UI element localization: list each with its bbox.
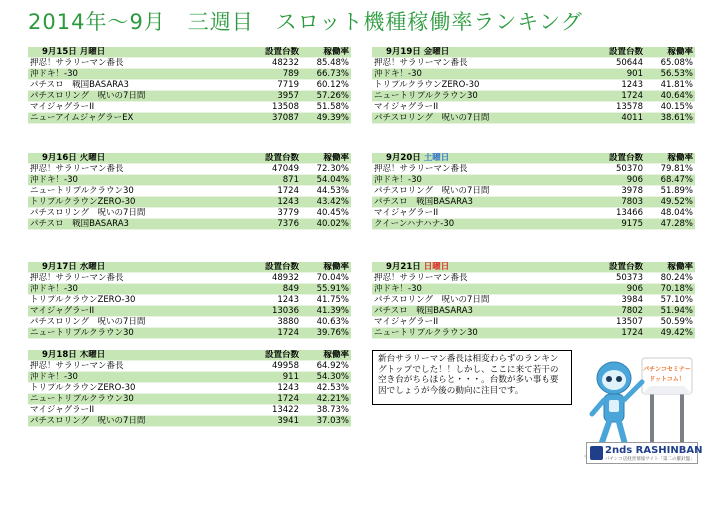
table-weekday: 火曜日 — [79, 153, 106, 163]
machine-name: 押忍！サラリーマン番長 — [372, 273, 583, 284]
table-row — [372, 91, 695, 102]
table-row — [28, 102, 351, 113]
machine-rate: 60.12% — [301, 80, 351, 91]
machine-rate: 41.39% — [301, 306, 351, 317]
machine-rate: 47.28% — [645, 219, 695, 230]
machine-count: 3957 — [239, 91, 301, 102]
machine-rate: 85.48% — [301, 58, 351, 69]
machine-name: ニュートリプルクラウン30 — [28, 394, 239, 405]
table-row — [372, 69, 695, 80]
machine-count: 3984 — [583, 295, 645, 306]
machine-count: 9175 — [583, 219, 645, 230]
table-row — [28, 317, 351, 328]
machine-rate: 48.04% — [645, 208, 695, 219]
table-row — [28, 416, 351, 427]
machine-count: 911 — [239, 372, 301, 383]
machine-name: マイジャグラーII — [372, 317, 583, 328]
machine-rate: 40.63% — [301, 317, 351, 328]
table-header-row — [28, 153, 351, 164]
ranking-table-0919 — [372, 47, 695, 124]
machine-name: クイーンハナハナ-30 — [372, 219, 583, 230]
table-weekday: 木曜日 — [79, 350, 106, 360]
machine-count: 3941 — [239, 416, 301, 427]
table-weekday: 土曜日 — [423, 153, 450, 163]
table-row — [28, 219, 351, 230]
table-row — [372, 208, 695, 219]
machine-name: パチスロ 戦国BASARA3 — [372, 306, 583, 317]
ranking-table-0917 — [28, 262, 351, 339]
machine-rate: 66.73% — [301, 69, 351, 80]
machine-rate: 57.10% — [645, 295, 695, 306]
table-date: 9月19日 — [386, 47, 421, 57]
column-header-count: 設置台数 — [239, 47, 301, 58]
machine-count: 7719 — [239, 80, 301, 91]
table-header-row — [372, 47, 695, 58]
table-date: 9月15日 — [42, 47, 77, 57]
machine-rate: 54.30% — [301, 372, 351, 383]
machine-rate: 64.92% — [301, 361, 351, 372]
machine-name: パチスロリング 呪いの7日間 — [28, 317, 239, 328]
machine-count: 1724 — [583, 328, 645, 339]
machine-count: 4011 — [583, 113, 645, 124]
table-date: 9月21日 — [386, 262, 421, 272]
machine-rate: 68.47% — [645, 175, 695, 186]
table-row — [28, 186, 351, 197]
table-date: 9月18日 — [42, 350, 77, 360]
machine-rate: 40.45% — [301, 208, 351, 219]
table-header-row — [28, 350, 351, 361]
column-header-count: 設置台数 — [583, 47, 645, 58]
machine-rate: 39.76% — [301, 328, 351, 339]
machine-rate: 50.59% — [645, 317, 695, 328]
column-header-count: 設置台数 — [583, 262, 645, 273]
machine-count: 47049 — [239, 164, 301, 175]
machine-name: マイジャグラーII — [372, 102, 583, 113]
machine-name: 沖ドキ！-30 — [28, 175, 239, 186]
machine-name: 沖ドキ！-30 — [28, 284, 239, 295]
table-row — [372, 175, 695, 186]
table-date: 9月17日 — [42, 262, 77, 272]
machine-count: 13422 — [239, 405, 301, 416]
machine-name: ニュートリプルクラウン30 — [372, 328, 583, 339]
machine-name: 沖ドキ！-30 — [28, 372, 239, 383]
machine-rate: 70.04% — [301, 273, 351, 284]
table-row — [28, 284, 351, 295]
svg-text:パチンコセミナー: パチンコセミナー — [643, 366, 691, 373]
compass-icon — [590, 446, 603, 460]
machine-count: 906 — [583, 284, 645, 295]
table-row — [28, 175, 351, 186]
machine-rate: 55.91% — [301, 284, 351, 295]
machine-name: 沖ドキ！-30 — [372, 175, 583, 186]
table-row — [28, 208, 351, 219]
machine-count: 37087 — [239, 113, 301, 124]
machine-rate: 37.03% — [301, 416, 351, 427]
table-row — [28, 405, 351, 416]
machine-count: 849 — [239, 284, 301, 295]
machine-rate: 38.73% — [301, 405, 351, 416]
machine-rate: 43.42% — [301, 197, 351, 208]
machine-count: 7802 — [583, 306, 645, 317]
machine-count: 13578 — [583, 102, 645, 113]
machine-count: 49958 — [239, 361, 301, 372]
column-header-count: 設置台数 — [583, 153, 645, 164]
machine-count: 1243 — [583, 80, 645, 91]
machine-rate: 70.18% — [645, 284, 695, 295]
machine-rate: 79.81% — [645, 164, 695, 175]
machine-rate: 40.15% — [645, 102, 695, 113]
machine-rate: 42.21% — [301, 394, 351, 405]
machine-name: パチスロ 戦国BASARA3 — [28, 219, 239, 230]
column-header-count: 設置台数 — [239, 153, 301, 164]
ranking-table-0916 — [28, 153, 351, 230]
rashinban-logo — [586, 442, 703, 464]
commentary-note: 新台サラリーマン番長は相変わらずのランキングトップでした！！しかし、ここに来て若干の空き台がちらほらと・・・。台数が多い事も要因でしょうが今後の動向に注目です。 — [372, 350, 572, 405]
machine-rate: 49.52% — [645, 197, 695, 208]
machine-name: ニュートリプルクラウン30 — [28, 328, 239, 339]
machine-count: 1243 — [239, 197, 301, 208]
machine-name: マイジャグラーII — [28, 306, 239, 317]
table-row — [28, 295, 351, 306]
table-row — [372, 219, 695, 230]
machine-count: 7376 — [239, 219, 301, 230]
machine-rate: 38.61% — [645, 113, 695, 124]
machine-count: 3978 — [583, 186, 645, 197]
machine-name: 沖ドキ！-30 — [372, 69, 583, 80]
svg-text:ドットコム！: ドットコム！ — [649, 376, 685, 383]
machine-count: 871 — [239, 175, 301, 186]
machine-rate: 54.04% — [301, 175, 351, 186]
table-weekday: 金曜日 — [423, 47, 450, 57]
table-row — [28, 372, 351, 383]
table-row — [28, 80, 351, 91]
column-header-count: 設置台数 — [239, 262, 301, 273]
table-row — [372, 295, 695, 306]
machine-name: 押忍！サラリーマン番長 — [28, 361, 239, 372]
table-row — [372, 284, 695, 295]
machine-name: 押忍！サラリーマン番長 — [28, 58, 239, 69]
table-row — [372, 186, 695, 197]
table-row — [372, 273, 695, 284]
table-row — [28, 361, 351, 372]
machine-rate: 51.58% — [301, 102, 351, 113]
machine-count: 1243 — [239, 383, 301, 394]
machine-rate: 41.75% — [301, 295, 351, 306]
table-weekday: 日曜日 — [423, 262, 450, 272]
machine-rate: 42.53% — [301, 383, 351, 394]
table-row — [28, 91, 351, 102]
machine-rate: 57.26% — [301, 91, 351, 102]
ranking-table-0918 — [28, 350, 351, 427]
machine-count: 13466 — [583, 208, 645, 219]
machine-count: 3779 — [239, 208, 301, 219]
machine-count: 1724 — [239, 328, 301, 339]
machine-name: 押忍！サラリーマン番長 — [372, 58, 583, 69]
machine-rate: 65.08% — [645, 58, 695, 69]
machine-rate: 51.94% — [645, 306, 695, 317]
column-header-rate: 稼働率 — [645, 262, 695, 273]
machine-rate: 56.53% — [645, 69, 695, 80]
table-row — [28, 69, 351, 80]
table-date: 9月20日 — [386, 153, 421, 163]
machine-name: 沖ドキ！-30 — [28, 69, 239, 80]
table-weekday: 水曜日 — [79, 262, 106, 272]
machine-count: 789 — [239, 69, 301, 80]
machine-count: 1724 — [239, 186, 301, 197]
table-date: 9月16日 — [42, 153, 77, 163]
machine-count: 13036 — [239, 306, 301, 317]
machine-count: 13508 — [239, 102, 301, 113]
machine-name: 押忍！サラリーマン番長 — [28, 164, 239, 175]
machine-name: トリプルクラウンZERO-30 — [28, 383, 239, 394]
column-header-rate: 稼働率 — [645, 153, 695, 164]
table-row — [28, 328, 351, 339]
column-header-rate: 稼働率 — [301, 153, 351, 164]
table-row — [372, 328, 695, 339]
table-row — [28, 113, 351, 124]
table-row — [372, 58, 695, 69]
ranking-table-0915 — [28, 47, 351, 124]
table-row — [372, 317, 695, 328]
machine-count: 48232 — [239, 58, 301, 69]
machine-name: パチスロリング 呪いの7日間 — [372, 295, 583, 306]
machine-name: ニュートリプルクラウン30 — [28, 186, 239, 197]
machine-name: トリプルクラウンZERO-30 — [28, 295, 239, 306]
machine-name: パチスロ 戦国BASARA3 — [372, 197, 583, 208]
machine-name: パチスロリング 呪いの7日間 — [372, 113, 583, 124]
page-title: 2014年～9月 三週目 スロット機種稼働率ランキング — [28, 10, 583, 34]
table-row — [372, 164, 695, 175]
column-header-rate: 稼働率 — [301, 262, 351, 273]
column-header-count: 設置台数 — [239, 350, 301, 361]
table-row — [28, 164, 351, 175]
machine-rate: 40.02% — [301, 219, 351, 230]
machine-rate: 51.89% — [645, 186, 695, 197]
logo-name: 2nds RASHINBAN — [605, 445, 703, 456]
machine-name: ニュートリプルクラウン30 — [372, 91, 583, 102]
machine-name: パチスロリング 呪いの7日間 — [28, 91, 239, 102]
machine-count: 13507 — [583, 317, 645, 328]
table-row — [372, 197, 695, 208]
table-row — [372, 306, 695, 317]
machine-name: ニューアイムジャグラーEX — [28, 113, 239, 124]
table-weekday: 月曜日 — [79, 47, 106, 57]
column-header-rate: 稼働率 — [301, 47, 351, 58]
machine-rate: 49.42% — [645, 328, 695, 339]
machine-count: 50644 — [583, 58, 645, 69]
machine-name: パチスロリング 呪いの7日間 — [28, 208, 239, 219]
machine-count: 50370 — [583, 164, 645, 175]
table-row — [372, 102, 695, 113]
machine-rate: 72.30% — [301, 164, 351, 175]
machine-rate: 44.53% — [301, 186, 351, 197]
machine-count: 48932 — [239, 273, 301, 284]
machine-name: 沖ドキ！-30 — [372, 284, 583, 295]
table-header-row — [372, 153, 695, 164]
ranking-table-0920 — [372, 153, 695, 230]
machine-name: マイジャグラーII — [372, 208, 583, 219]
machine-count: 7803 — [583, 197, 645, 208]
table-row — [28, 394, 351, 405]
column-header-rate: 稼働率 — [645, 47, 695, 58]
machine-rate: 49.39% — [301, 113, 351, 124]
table-row — [28, 273, 351, 284]
column-header-rate: 稼働率 — [301, 350, 351, 361]
machine-count: 901 — [583, 69, 645, 80]
table-header-row — [28, 262, 351, 273]
machine-name: マイジャグラーII — [28, 102, 239, 113]
machine-count: 906 — [583, 175, 645, 186]
machine-count: 1724 — [583, 91, 645, 102]
machine-name: 押忍！サラリーマン番長 — [372, 164, 583, 175]
table-row — [372, 113, 695, 124]
machine-name: マイジャグラーII — [28, 405, 239, 416]
table-row — [28, 306, 351, 317]
machine-count: 50373 — [583, 273, 645, 284]
machine-rate: 40.64% — [645, 91, 695, 102]
machine-name: トリプルクラウンZERO-30 — [372, 80, 583, 91]
machine-count: 1724 — [239, 394, 301, 405]
table-header-row — [372, 262, 695, 273]
machine-count: 3880 — [239, 317, 301, 328]
table-row — [28, 197, 351, 208]
machine-name: トリプルクラウンZERO-30 — [28, 197, 239, 208]
machine-name: パチスロリング 呪いの7日間 — [28, 416, 239, 427]
table-header-row — [28, 47, 351, 58]
table-row — [28, 58, 351, 69]
machine-name: パチスロ 戦国BASARA3 — [28, 80, 239, 91]
table-row — [28, 383, 351, 394]
machine-name: パチスロリング 呪いの7日間 — [372, 186, 583, 197]
table-row — [372, 80, 695, 91]
machine-rate: 41.81% — [645, 80, 695, 91]
machine-count: 1243 — [239, 295, 301, 306]
machine-rate: 80.24% — [645, 273, 695, 284]
ranking-table-0921 — [372, 262, 695, 339]
machine-name: 押忍！サラリーマン番長 — [28, 273, 239, 284]
logo-subtitle: パチンコ店経営情報サイト「第二の羅針盤」 — [605, 457, 695, 462]
